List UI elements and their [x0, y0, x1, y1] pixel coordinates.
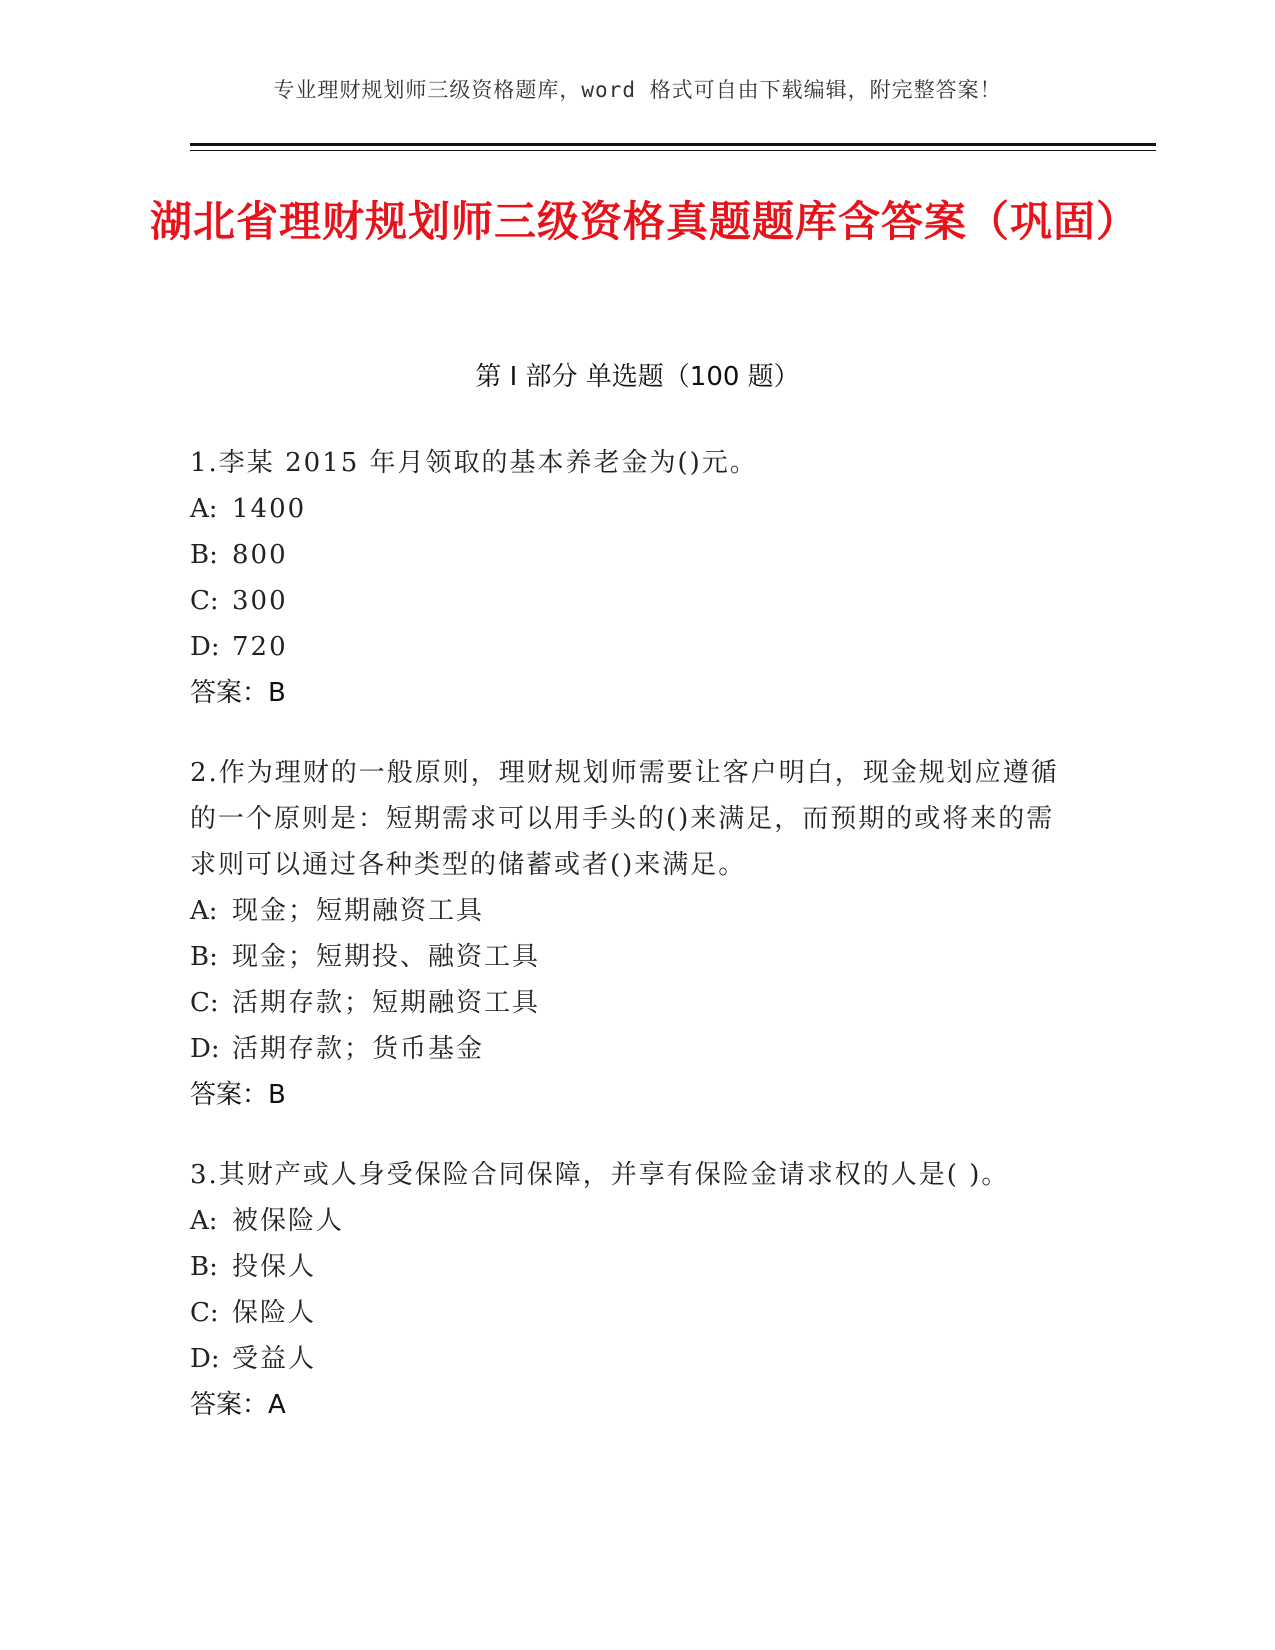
option-letter: A: [190, 1206, 218, 1236]
option-letter: B: [190, 942, 218, 972]
option-letter: D: [190, 632, 220, 662]
option-letter: B: [190, 1252, 218, 1282]
option-text: 被保险人 [232, 1206, 345, 1236]
answer-option [190, 486, 1070, 532]
answer-option [190, 1290, 1070, 1336]
answer-option [190, 578, 1070, 624]
header-note: 专业理财规划师三级资格题库，word 格式可自由下载编辑，附完整答案！ [273, 78, 1002, 102]
option-text: 1400 [232, 494, 307, 524]
option-text: 720 [232, 632, 288, 662]
header-divider-thick [190, 143, 1156, 146]
option-text: 800 [232, 540, 288, 570]
question-stem: 2.作为理财的一般原则，理财规划师需要让客户明白，现金规划应遵循的一个原则是：短期需求可以用手头的()来满足，而预期的或将来的需求则可以通过各种类型的储蓄或者()来满足。 [190, 758, 1059, 880]
answer-option [190, 934, 1070, 980]
answer-option [190, 532, 1070, 578]
question-stem: 1.李某 2015 年月领取的基本养老金为()元。 [190, 448, 758, 478]
answer-option [190, 624, 1070, 670]
option-text: 现金；短期投、融资工具 [232, 942, 541, 972]
answer-option [190, 888, 1070, 934]
answer-option [190, 1244, 1070, 1290]
option-text: 活期存款；货币基金 [232, 1034, 485, 1064]
option-letter: D: [190, 1344, 220, 1374]
question-item [190, 1152, 1070, 1428]
option-letter: A: [190, 896, 218, 926]
option-letter: B: [190, 540, 218, 570]
question-stem: 3.其财产或人身受保险合同保障，并享有保险金请求权的人是( )。 [190, 1160, 1010, 1190]
answer-option [190, 1026, 1070, 1072]
answer-key: 答案：B [190, 678, 286, 708]
answer-option [190, 1198, 1070, 1244]
section-title: 第 I 部分 单选题（100 题） [475, 362, 800, 392]
answer-option [190, 1336, 1070, 1382]
option-text: 现金；短期融资工具 [232, 896, 485, 926]
option-text: 投保人 [232, 1252, 317, 1282]
option-text: 保险人 [232, 1298, 317, 1328]
option-letter: D: [190, 1034, 220, 1064]
option-text: 受益人 [232, 1344, 317, 1374]
answer-key: 答案：B [190, 1080, 286, 1110]
option-letter: C: [190, 586, 219, 616]
question-item [190, 750, 1070, 1118]
document-title: 湖北省理财规划师三级资格真题题库含答案（巩固） [150, 197, 1140, 246]
answer-key: 答案：A [190, 1390, 286, 1420]
answer-option [190, 980, 1070, 1026]
question-item [190, 440, 1070, 716]
header-divider-thin [190, 150, 1156, 151]
option-letter: C: [190, 988, 219, 1018]
option-text: 300 [232, 586, 288, 616]
question-list [190, 440, 1070, 1462]
option-letter: C: [190, 1298, 219, 1328]
option-text: 活期存款；短期融资工具 [232, 988, 541, 1018]
option-letter: A: [190, 494, 218, 524]
